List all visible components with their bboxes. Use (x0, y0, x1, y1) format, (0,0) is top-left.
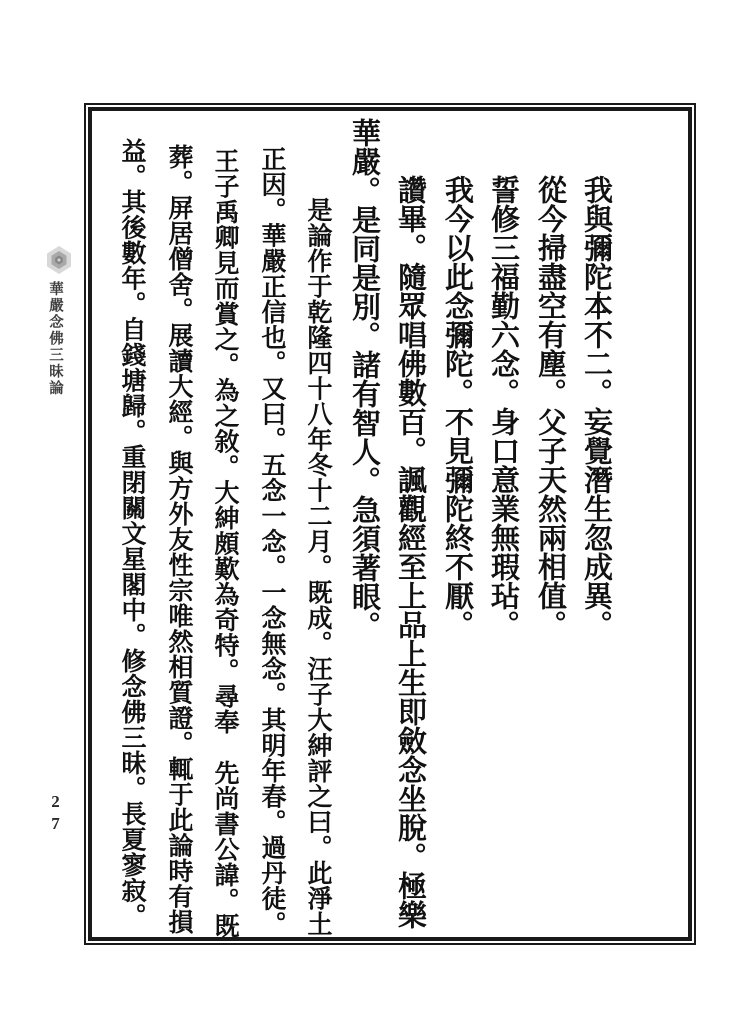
text-column: 王子禹卿見而賞之。為之敘。大紳頗歎為奇特。尋奉 先尚書公諱。既 (211, 148, 238, 939)
text-column: 益。其後數年。自錢塘歸。重閉關文星閣中。修念佛三昧。長夏寥寂。 (118, 138, 145, 929)
book-title-vertical: 華嚴念佛三昧論 (47, 281, 63, 397)
text-column: 我今以此念彌陀。不見彌陀終不厭。 (441, 175, 473, 639)
text-frame-inner (88, 107, 692, 941)
text-column: 正因。華嚴正信也。又曰。五念一念。一念無念。其明年春。過丹徒。 (258, 146, 285, 937)
text-column: 葬。屏居僧舍。展讀大經。與方外友性宗唯然相質證。輒于此論時有損 (165, 144, 192, 935)
page-number: 27 (46, 792, 65, 836)
text-column: 是論作于乾隆四十八年冬十二月。既成。汪子大紳評之曰。此淨土 (304, 197, 331, 937)
gem-ornament-icon (45, 245, 73, 275)
text-column: 我與彌陀本不二。妄覺潛生忽成異。 (580, 175, 612, 639)
text-column: 從今掃盡空有塵。父子天然兩相值。 (534, 175, 566, 639)
text-column: 誓修三福勤六念。身口意業無瑕玷。 (487, 175, 519, 639)
text-column: 華嚴。是同是別。諸有智人。急須著眼。 (348, 118, 380, 640)
text-column: 讚畢。隨眾唱佛數百。諷觀經至上品上生即斂念坐脫。極樂 (394, 175, 426, 929)
text-frame-outer (84, 103, 696, 945)
